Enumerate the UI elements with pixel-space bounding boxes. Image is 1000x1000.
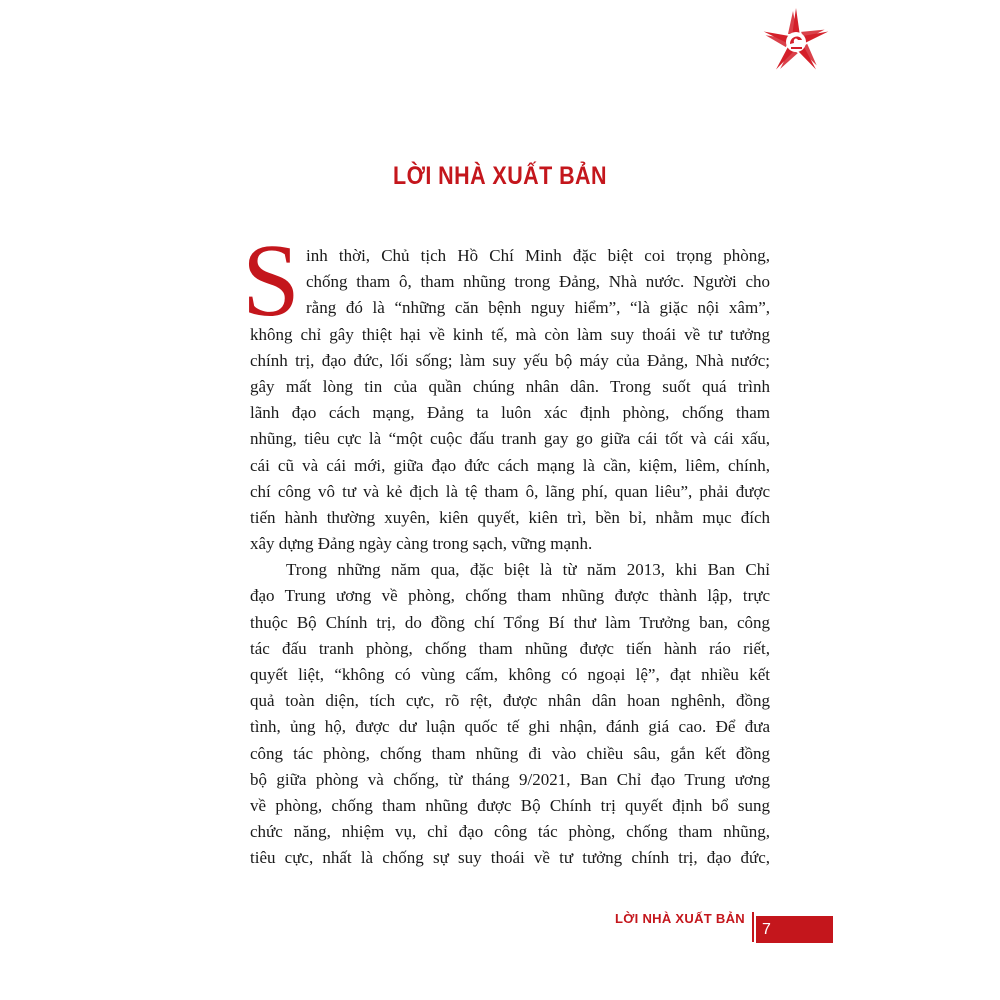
text-line: tiêu cực, nhất là chống sự suy thoái về tư tưởng chính trị, đạo đức, — [250, 848, 770, 868]
red-star-party-emblem-icon — [756, 6, 836, 76]
text-line: xây dựng Đảng ngày càng trong sạch, vững mạnh. — [250, 534, 593, 554]
text-line: cái cũ và cái mới, giữa đạo đức cách mạng là cần, kiệm, liêm, chính, — [250, 455, 770, 475]
text-line: rằng đó là “những căn bệnh nguy hiểm”, “là giặc nội xâm”, — [306, 298, 770, 318]
text-line: quyết liệt, “không có vùng cấm, không có ngoại lệ”, đạt nhiều kết — [250, 665, 770, 684]
text-line: chức năng, nhiệm vụ, chỉ đạo công tác phòng, chống tham nhũng, — [250, 822, 770, 842]
text-line: nhũng, tiêu cực là “một cuộc đấu tranh gay go giữa cái tốt và cái xấu, — [250, 429, 770, 449]
page-title: LỜI NHÀ XUẤT BẢN — [393, 162, 607, 190]
text-line: tác đấu tranh phòng, chống tham nhũng được tiến hành ráo riết, — [250, 638, 770, 658]
text-line: inh thời, Chủ tịch Hồ Chí Minh đặc biệt coi trọng phòng, — [306, 246, 770, 265]
text-line: Trong những năm qua, đặc biệt là từ năm 2013, khi Ban Chỉ — [286, 560, 770, 580]
drop-cap: S — [242, 223, 300, 338]
page-number: 7 — [756, 916, 833, 943]
text-line: tình, ủng hộ, được dư luận quốc tế ghi nhận, đánh giá cao. Để đưa — [250, 717, 770, 737]
text-line: chính trị, đạo đức, lối sống; làm suy yếu bộ máy của Đảng, Nhà nước; — [250, 350, 770, 370]
text-line: tiến hành thường xuyên, kiên quyết, kiên trì, bền bỉ, nhằm mục đích — [250, 507, 770, 527]
text-line: quả toàn diện, tích cực, rõ rệt, được nhân dân hoan nghênh, đồng — [250, 691, 770, 711]
footer-divider — [752, 912, 754, 942]
text-line: công tác phòng, chống tham nhũng đi vào chiều sâu, gắn kết đồng — [250, 743, 770, 763]
text-line: gây mất lòng tin của quần chúng nhân dân. Trong suốt quá trình — [250, 376, 770, 396]
text-line: đạo Trung ương về phòng, chống tham nhũng được thành lập, trực — [250, 586, 770, 606]
text-line: thuộc Bộ Chính trị, do đồng chí Tổng Bí thư làm Trưởng ban, công — [250, 612, 770, 632]
text-line: bộ giữa phòng và chống, từ tháng 9/2021, Ban Chỉ đạo Trung ương — [250, 769, 770, 789]
text-line: chí công vô tư và kẻ địch là tệ tham ô, lãng phí, quan liêu”, phải được — [250, 481, 770, 501]
paragraph-2 — [250, 557, 770, 871]
footer-section-label: LỜI NHÀ XUẤT BẢN — [615, 911, 745, 926]
body-text — [242, 223, 770, 872]
paragraph-1 — [250, 243, 770, 557]
text-line: không chỉ gây thiệt hại về kinh tế, mà còn làm suy thoái về tư tưởng — [250, 324, 770, 344]
text-line: lãnh đạo cách mạng, Đảng ta luôn xác định phòng, chống tham — [250, 403, 770, 423]
text-line: chống tham ô, tham nhũng trong Đảng, Nhà nước. Người cho — [306, 272, 770, 292]
text-line: về phòng, chống tham nhũng được Bộ Chính trị quyết định bổ sung — [250, 795, 770, 815]
